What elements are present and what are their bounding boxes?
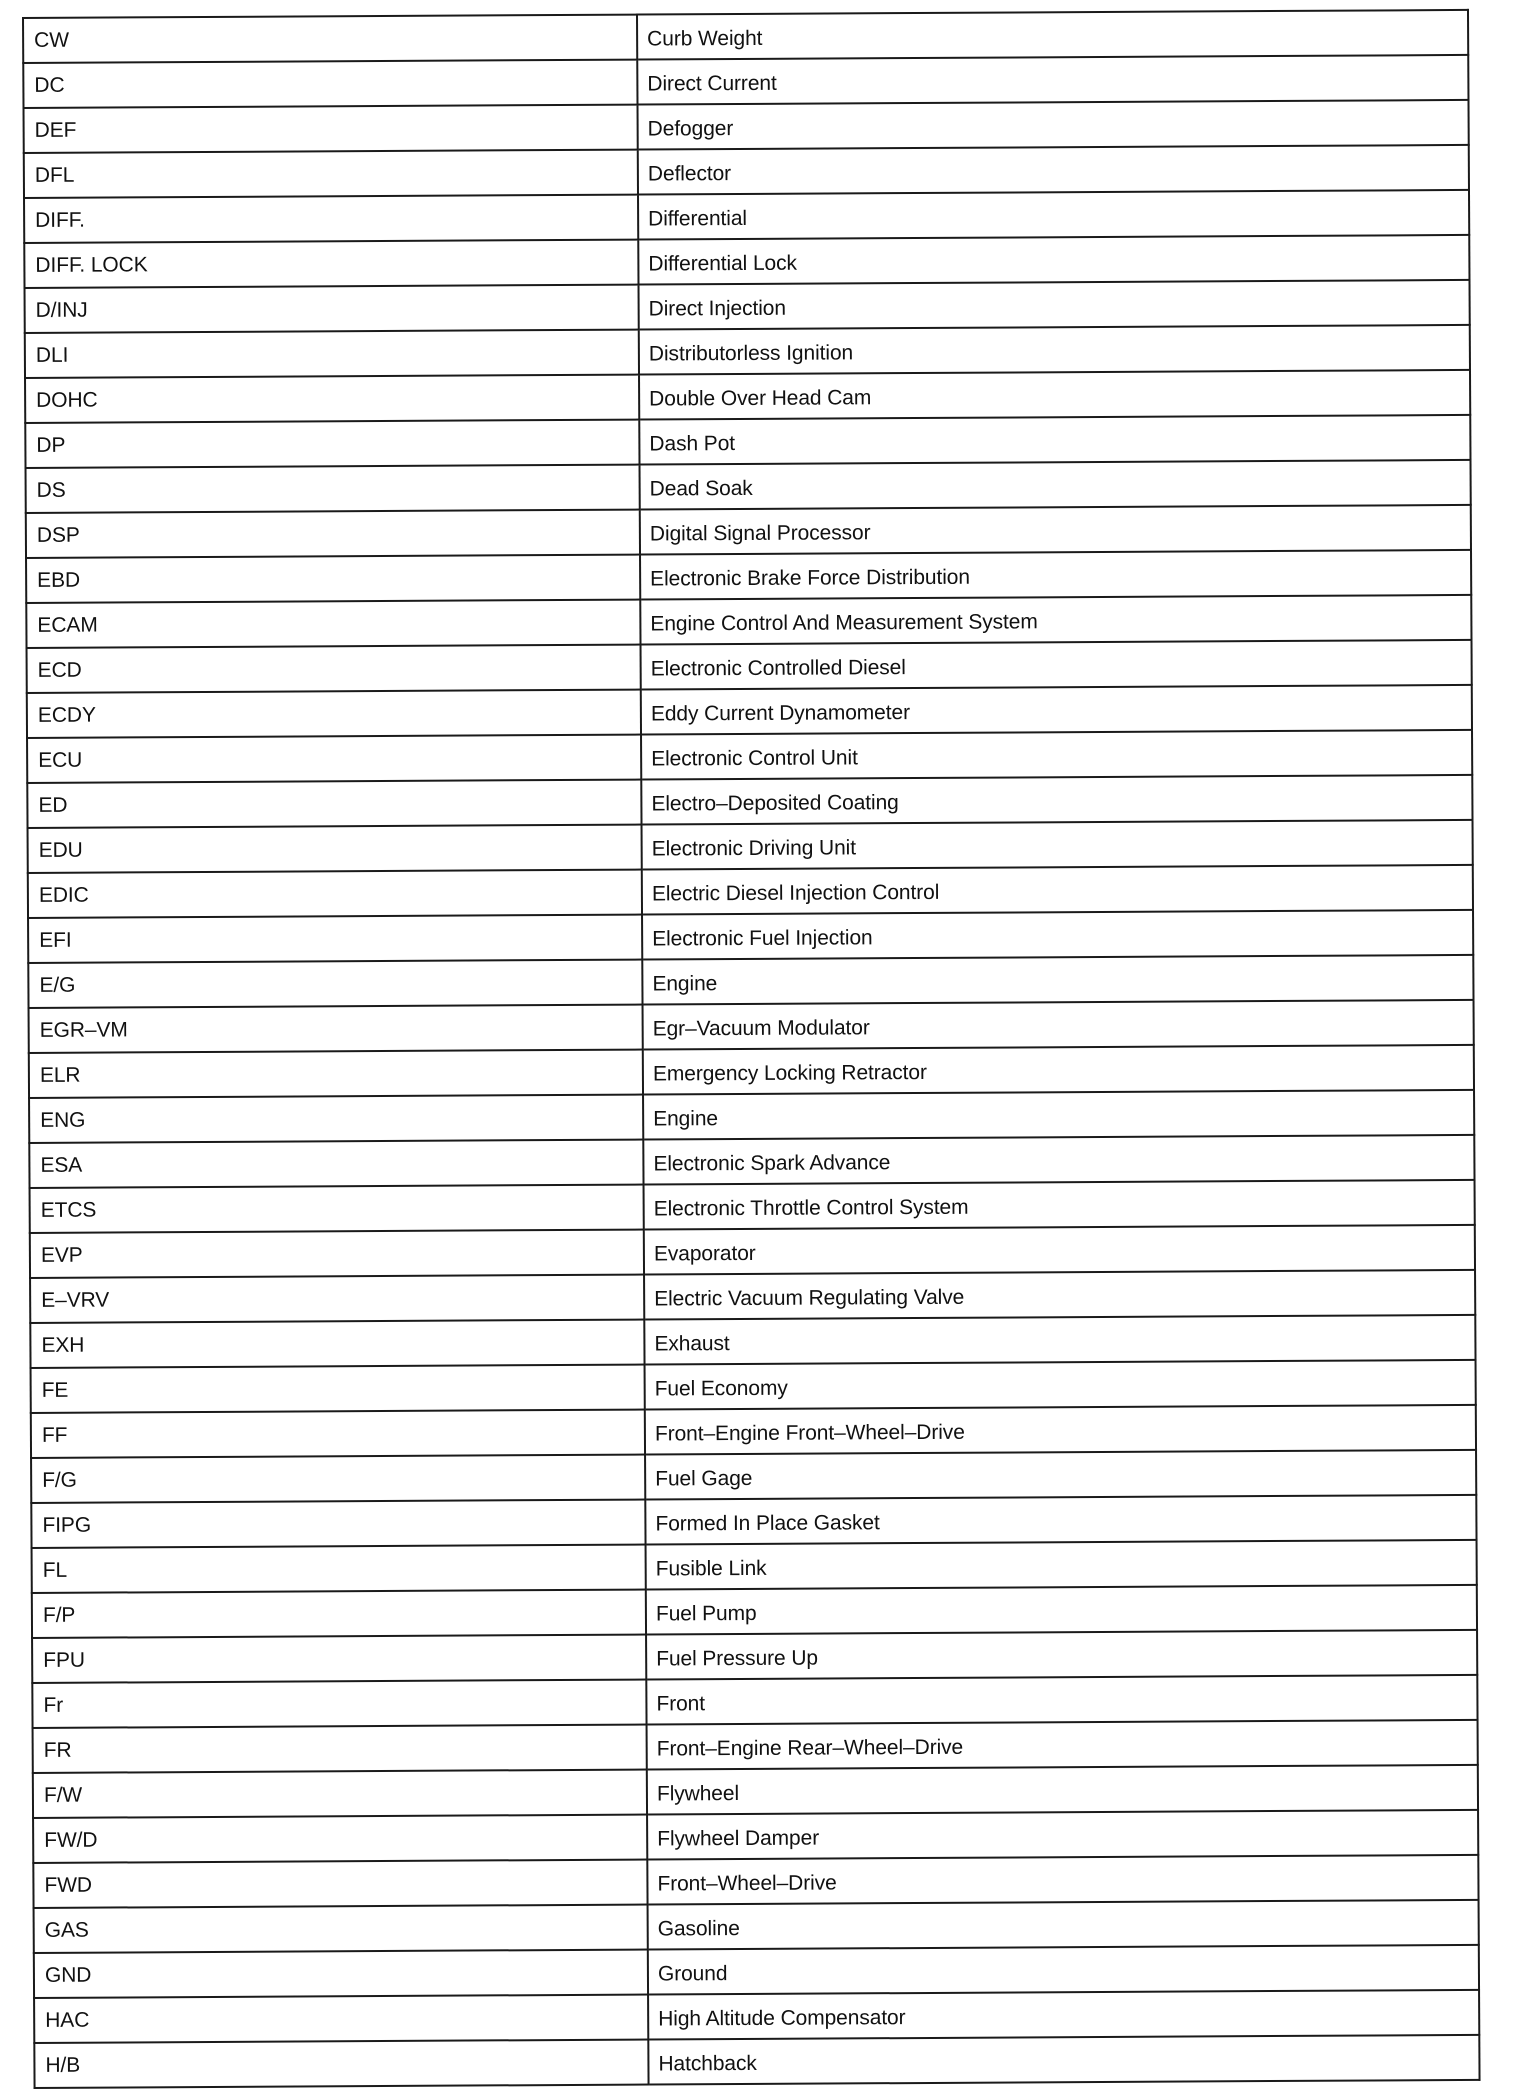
meaning-cell: Direct Injection: [639, 280, 1470, 330]
table-row: [31, 1495, 1476, 1548]
table-row: [28, 955, 1473, 1008]
abbreviation-cell: F/G: [31, 1455, 645, 1503]
abbreviation-cell: EXH: [30, 1320, 644, 1368]
meaning-cell: Digital Signal Processor: [640, 505, 1471, 555]
abbreviation-table-body: [23, 10, 1480, 2088]
abbreviation-cell: ED: [27, 780, 641, 828]
meaning-cell: Electric Diesel Injection Control: [642, 865, 1473, 915]
table-row: [33, 1810, 1478, 1863]
abbreviation-cell: ECDY: [27, 690, 641, 738]
table-row: [24, 145, 1469, 198]
abbreviation-table: [22, 9, 1481, 2089]
table-row: [23, 10, 1468, 63]
table-row: [29, 1045, 1474, 1098]
meaning-cell: Gasoline: [648, 1900, 1479, 1950]
abbreviation-cell: F/W: [33, 1770, 647, 1818]
meaning-cell: Fuel Gage: [645, 1450, 1476, 1500]
meaning-cell: Front–Wheel–Drive: [647, 1855, 1478, 1905]
meaning-cell: Engine: [643, 1090, 1474, 1140]
meaning-cell: Dead Soak: [640, 460, 1471, 510]
abbreviation-cell: ECD: [27, 645, 641, 693]
abbreviation-cell: ENG: [29, 1095, 643, 1143]
abbreviation-cell: HAC: [34, 1995, 648, 2043]
abbreviation-cell: D/INJ: [25, 285, 639, 333]
abbreviation-cell: FF: [31, 1410, 645, 1458]
abbreviation-cell: DSP: [26, 510, 640, 558]
abbreviation-cell: EDU: [28, 825, 642, 873]
table-row: [34, 1990, 1479, 2043]
table-row: [23, 55, 1468, 108]
meaning-cell: Flywheel: [647, 1765, 1478, 1815]
abbreviation-cell: GAS: [34, 1905, 648, 1953]
table-row: [30, 1180, 1475, 1233]
table-row: [32, 1630, 1477, 1683]
abbreviation-cell: DP: [25, 420, 639, 468]
table-row: [25, 415, 1470, 468]
abbreviation-cell: GND: [34, 1950, 648, 1998]
meaning-cell: Differential Lock: [638, 235, 1469, 285]
abbreviation-cell: ETCS: [30, 1185, 644, 1233]
abbreviation-cell: DS: [26, 465, 640, 513]
abbreviation-cell: EBD: [26, 555, 640, 603]
table-row: [28, 820, 1473, 873]
abbreviation-cell: EVP: [30, 1230, 644, 1278]
meaning-cell: Emergency Locking Retractor: [643, 1045, 1474, 1095]
table-row: [34, 1900, 1479, 1953]
meaning-cell: Electronic Throttle Control System: [644, 1180, 1475, 1230]
meaning-cell: Front–Engine Rear–Wheel–Drive: [647, 1720, 1478, 1770]
meaning-cell: Exhaust: [644, 1315, 1475, 1365]
table-row: [33, 1720, 1478, 1773]
meaning-cell: Fuel Economy: [645, 1360, 1476, 1410]
abbreviation-cell: DOHC: [25, 375, 639, 423]
meaning-cell: Electronic Brake Force Distribution: [640, 550, 1471, 600]
table-row: [33, 1855, 1478, 1908]
meaning-cell: Eddy Current Dynamometer: [641, 685, 1472, 735]
abbreviation-cell: F/P: [32, 1590, 646, 1638]
abbreviation-cell: Fr: [32, 1680, 646, 1728]
table-row: [32, 1540, 1477, 1593]
meaning-cell: Direct Current: [637, 55, 1468, 105]
table-row: [26, 505, 1471, 558]
abbreviation-cell: H/B: [34, 2040, 648, 2088]
table-row: [27, 685, 1472, 738]
meaning-cell: High Altitude Compensator: [648, 1990, 1479, 2040]
abbreviation-cell: ECAM: [26, 600, 640, 648]
table-row: [31, 1405, 1476, 1458]
table-row: [28, 865, 1473, 918]
table-row: [25, 370, 1470, 423]
table-row: [25, 325, 1470, 378]
table-row: [34, 2035, 1479, 2088]
meaning-cell: Fusible Link: [646, 1540, 1477, 1590]
table-row: [27, 640, 1472, 693]
table-row: [25, 280, 1470, 333]
table-row: [34, 1945, 1479, 1998]
table-row: [31, 1450, 1476, 1503]
abbreviation-cell: DEF: [24, 105, 638, 153]
table-row: [27, 775, 1472, 828]
abbreviation-cell: FR: [33, 1725, 647, 1773]
table-row: [26, 460, 1471, 513]
meaning-cell: Hatchback: [648, 2035, 1479, 2085]
abbreviation-cell: DIFF.: [24, 195, 638, 243]
meaning-cell: Dash Pot: [639, 415, 1470, 465]
table-row: [30, 1270, 1475, 1323]
table-row: [26, 595, 1471, 648]
abbreviation-cell: FE: [31, 1365, 645, 1413]
meaning-cell: Egr–Vacuum Modulator: [643, 1000, 1474, 1050]
meaning-cell: Electronic Driving Unit: [642, 820, 1473, 870]
meaning-cell: Fuel Pressure Up: [646, 1630, 1477, 1680]
meaning-cell: Evaporator: [644, 1225, 1475, 1275]
meaning-cell: Electronic Controlled Diesel: [641, 640, 1472, 690]
abbreviation-cell: CW: [23, 15, 637, 63]
meaning-cell: Front: [646, 1675, 1477, 1725]
abbreviation-cell: DC: [23, 60, 637, 108]
table-row: [27, 730, 1472, 783]
table-row: [24, 235, 1469, 288]
meaning-cell: Engine: [642, 955, 1473, 1005]
table-row: [30, 1315, 1475, 1368]
table-row: [30, 1225, 1475, 1278]
abbreviation-cell: E/G: [28, 960, 642, 1008]
abbreviation-cell: FIPG: [31, 1500, 645, 1548]
meaning-cell: Differential: [638, 190, 1469, 240]
meaning-cell: Electric Vacuum Regulating Valve: [644, 1270, 1475, 1320]
meaning-cell: Ground: [648, 1945, 1479, 1995]
meaning-cell: Electronic Fuel Injection: [642, 910, 1473, 960]
meaning-cell: Flywheel Damper: [647, 1810, 1478, 1860]
meaning-cell: Front–Engine Front–Wheel–Drive: [645, 1405, 1476, 1455]
abbreviation-cell: FW/D: [33, 1815, 647, 1863]
table-row: [24, 100, 1469, 153]
abbreviation-cell: DFL: [24, 150, 638, 198]
meaning-cell: Electronic Control Unit: [641, 730, 1472, 780]
meaning-cell: Double Over Head Cam: [639, 370, 1470, 420]
abbreviation-cell: EDIC: [28, 870, 642, 918]
table-row: [31, 1360, 1476, 1413]
abbreviation-cell: EGR–VM: [29, 1005, 643, 1053]
meaning-cell: Defogger: [637, 100, 1468, 150]
abbreviation-cell: ECU: [27, 735, 641, 783]
abbreviation-cell: EFI: [28, 915, 642, 963]
meaning-cell: Engine Control And Measurement System: [640, 595, 1471, 645]
meaning-cell: Electronic Spark Advance: [643, 1135, 1474, 1185]
meaning-cell: Distributorless Ignition: [639, 325, 1470, 375]
abbreviation-cell: DIFF. LOCK: [24, 240, 638, 288]
abbreviation-cell: FWD: [33, 1860, 647, 1908]
abbreviation-cell: ELR: [29, 1050, 643, 1098]
meaning-cell: Deflector: [638, 145, 1469, 195]
abbreviation-cell: ESA: [29, 1140, 643, 1188]
table-row: [29, 1090, 1474, 1143]
abbreviation-cell: DLI: [25, 330, 639, 378]
meaning-cell: Fuel Pump: [646, 1585, 1477, 1635]
table-row: [28, 910, 1473, 963]
table-row: [29, 1135, 1474, 1188]
table-row: [33, 1765, 1478, 1818]
table-row: [29, 1000, 1474, 1053]
abbreviation-cell: E–VRV: [30, 1275, 644, 1323]
abbreviation-cell: FL: [32, 1545, 646, 1593]
table-row: [32, 1675, 1477, 1728]
table-row: [32, 1585, 1477, 1638]
meaning-cell: Curb Weight: [637, 10, 1468, 60]
table-row: [24, 190, 1469, 243]
meaning-cell: Electro–Deposited Coating: [641, 775, 1472, 825]
meaning-cell: Formed In Place Gasket: [645, 1495, 1476, 1545]
abbreviation-cell: FPU: [32, 1635, 646, 1683]
table-row: [26, 550, 1471, 603]
